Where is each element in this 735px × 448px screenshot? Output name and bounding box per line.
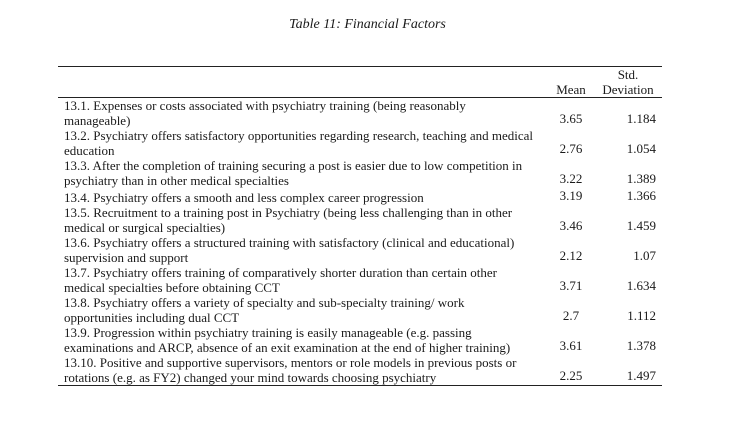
table-row xyxy=(58,98,662,129)
table-header-row xyxy=(58,67,662,98)
header-item xyxy=(58,67,548,98)
row-std-deviation: 1.054 xyxy=(626,141,656,156)
row-std-deviation: 1.459 xyxy=(626,218,656,233)
row-item-text: 13.10. Positive and supportive supervisors, mentors or role models in previous posts or rotations (e.g. as FY2) changed your mind towards choosing psychiatry xyxy=(58,355,548,386)
header-sd-line1: Std. xyxy=(617,67,639,82)
table-caption: Table 11: Financial Factors xyxy=(289,17,446,32)
table-row xyxy=(58,295,662,325)
row-mean: 2.76 xyxy=(559,141,583,156)
row-mean: 3.61 xyxy=(559,338,583,353)
row-std-deviation: 1.378 xyxy=(626,338,656,353)
table-row xyxy=(58,325,662,355)
header-std-deviation xyxy=(594,67,662,98)
row-item-text: 13.9. Progression within psychiatry training is easily manageable (e.g. passing examinations and ARCP, absence of an exit examination at the end of higher training) xyxy=(64,325,511,355)
row-item-text: 13.6. Psychiatry offers a structured training with satisfactory (clinical and educational) supervision and support xyxy=(64,235,515,265)
row-item-text: 13.4. Psychiatry offers a smooth and less complex career progression xyxy=(64,190,424,205)
row-mean: 2.12 xyxy=(559,248,583,263)
row-mean: 3.22 xyxy=(559,171,583,186)
row-std-deviation: 1.366 xyxy=(626,188,656,203)
table-row xyxy=(58,128,662,158)
financial-factors-table xyxy=(58,66,662,386)
row-mean: 3.65 xyxy=(559,111,583,126)
row-std-deviation: 1.112 xyxy=(627,308,656,323)
row-mean: 3.19 xyxy=(559,188,583,203)
row-mean: 3.71 xyxy=(559,278,583,293)
row-std-deviation: 1.634 xyxy=(626,278,656,293)
header-sd-line2: Deviation xyxy=(602,82,654,97)
row-std-deviation: 1.07 xyxy=(633,248,656,263)
row-std-deviation: 1.497 xyxy=(594,355,662,386)
row-mean: 3.46 xyxy=(559,218,583,233)
table-row xyxy=(58,158,662,188)
row-item-text: 13.2. Psychiatry offers satisfactory opportunities regarding research, teaching and medical education xyxy=(64,128,534,158)
row-item-text: 13.7. Psychiatry offers training of comparatively shorter duration than certain other medical specialties before obtaining CCT xyxy=(64,265,497,295)
row-mean: 2.7 xyxy=(562,308,580,323)
table-row xyxy=(58,235,662,265)
table-row xyxy=(58,205,662,235)
row-std-deviation: 1.184 xyxy=(626,111,656,126)
table-row xyxy=(58,355,662,386)
table-row xyxy=(58,188,662,205)
header-mean: Mean xyxy=(548,67,594,98)
row-item-text: 13.1. Expenses or costs associated with psychiatry training (being reasonably manageable) xyxy=(64,98,466,128)
row-item-text: 13.8. Psychiatry offers a variety of specialty and sub-specialty training/ work opportunities including dual CCT xyxy=(64,295,465,325)
row-item-text: 13.3. After the completion of training securing a post is easier due to low competition in psychiatry than in other medical specialties xyxy=(64,158,523,188)
row-mean: 2.25 xyxy=(548,355,594,386)
table-row xyxy=(58,265,662,295)
row-std-deviation: 1.389 xyxy=(626,171,656,186)
row-item-text: 13.5. Recruitment to a training post in Psychiatry (being less challenging than in other medical or surgical specialties) xyxy=(64,205,513,235)
